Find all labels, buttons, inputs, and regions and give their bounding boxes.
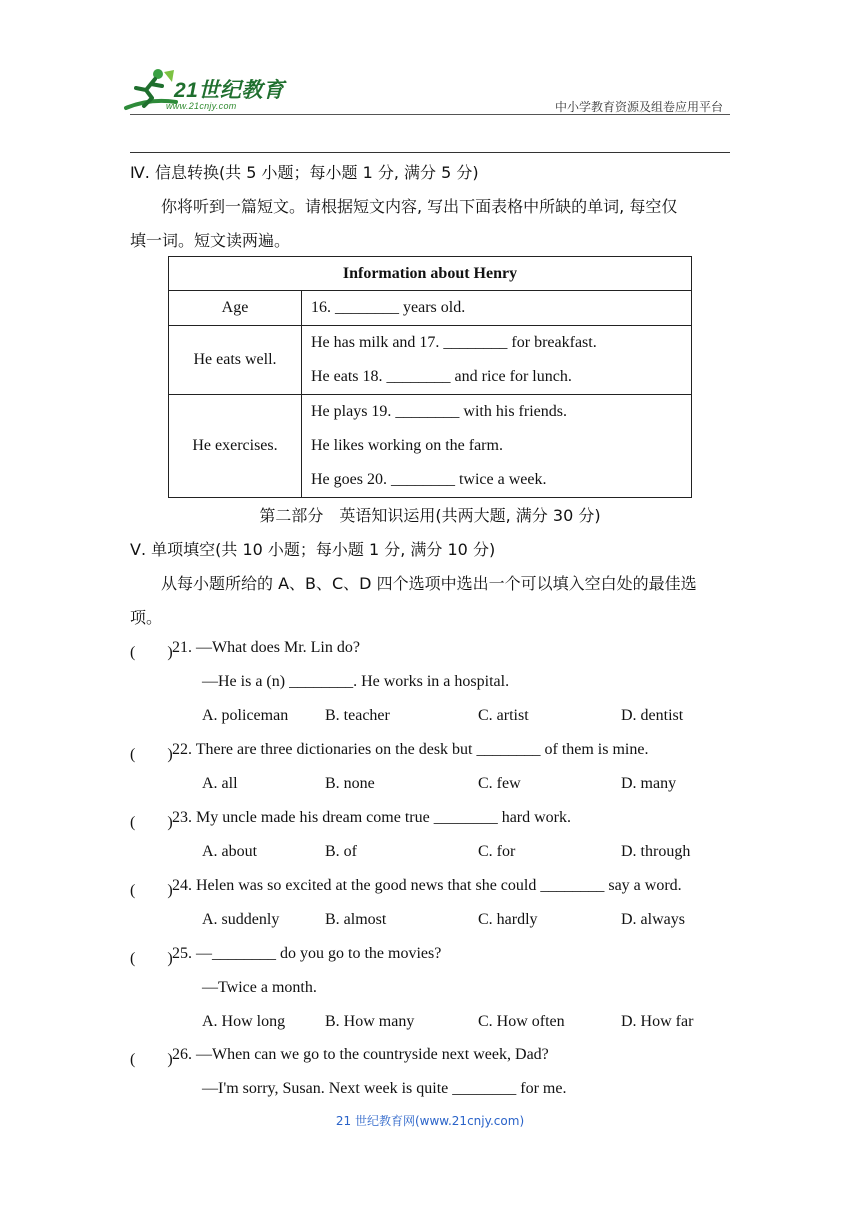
question-stem-line2: —I'm sorry, Susan. Next week is quite ________ for me. (202, 1080, 567, 1097)
option-d: D. How far (621, 1013, 694, 1030)
logo-text: 21世纪教育 (174, 79, 285, 102)
section5-instruction-line2: 项。 (130, 608, 163, 627)
option-b: B. almost (325, 911, 387, 928)
cell-line: He has milk and 17. ________ for breakfast. (311, 334, 597, 351)
option-b: B. How many (325, 1013, 415, 1030)
section4-title: Ⅳ. 信息转换(共 5 小题；每小题 1 分, 满分 5 分) (130, 163, 479, 182)
answer-blank[interactable]: ( ) (130, 814, 173, 831)
question-stem: 21. —What does Mr. Lin do? (172, 639, 360, 656)
option-d: D. always (621, 911, 685, 928)
question-stem: 22. There are three dictionaries on the desk but ________ of them is mine. (172, 741, 649, 758)
section5-title: Ⅴ. 单项填空(共 10 小题；每小题 1 分, 满分 10 分) (130, 540, 496, 559)
table-row (169, 326, 692, 395)
answer-blank[interactable]: ( ) (130, 746, 173, 763)
info-table (168, 256, 692, 498)
option-a: A. about (202, 843, 258, 860)
question-stem: 26. —When can we go to the countryside next week, Dad? (172, 1046, 549, 1063)
section5-instruction-line1: 从每小题所给的 A、B、C、D 四个选项中选出一个可以填入空白处的最佳选 (161, 574, 697, 593)
option-a: A. suddenly (202, 911, 280, 928)
cell-line: He plays 19. ________ with his friends. (311, 403, 567, 420)
option-c: C. for (478, 843, 516, 860)
option-d: D. dentist (621, 707, 684, 724)
section4-instruction-line2: 填一词。短文读两遍。 (130, 231, 291, 250)
logo-url: www.21cnjy.com (166, 101, 237, 111)
question-stem: 24. Helen was so excited at the good news that she could ________ say a word. (172, 877, 682, 894)
part2-title: 第二部分 英语知识运用(共两大题, 满分 30 分) (259, 506, 601, 525)
question-stem: 25. —________ do you go to the movies? (172, 945, 442, 962)
option-b: B. none (325, 775, 375, 792)
table-row (169, 291, 692, 326)
cell-line: He goes 20. ________ twice a week. (311, 471, 547, 488)
option-b: B. of (325, 843, 357, 860)
table-row (169, 395, 692, 498)
footer-link[interactable]: 21 世纪教育网(www.21cnjy.com) (335, 1114, 525, 1128)
answer-blank[interactable]: ( ) (130, 644, 173, 661)
header-platform-text: 中小学教育资源及组卷应用平台 (554, 100, 723, 114)
option-b: B. teacher (325, 707, 390, 724)
site-logo (122, 68, 297, 118)
answer-blank[interactable]: ( ) (130, 1051, 173, 1068)
question-stem-line2: —He is a (n) ________. He works in a hospital. (202, 673, 510, 690)
row-label: He eats well. (169, 326, 302, 395)
answer-blank[interactable]: ( ) (130, 950, 173, 967)
option-a: A. policeman (202, 707, 289, 724)
cell-line: He likes working on the farm. (311, 437, 503, 454)
header-divider (130, 114, 730, 115)
question-stem-line2: —Twice a month. (202, 979, 317, 996)
option-d: D. many (621, 775, 677, 792)
row-label: He exercises. (169, 395, 302, 498)
option-c: C. artist (478, 707, 529, 724)
option-c: C. How often (478, 1013, 565, 1030)
section-divider (130, 152, 730, 153)
table-title: Information about Henry (169, 257, 692, 291)
cell-line: He eats 18. ________ and rice for lunch. (311, 368, 572, 385)
cell-line: 16. ________ years old. (311, 299, 466, 316)
option-d: D. through (621, 843, 691, 860)
option-a: A. all (202, 775, 238, 792)
option-a: A. How long (202, 1013, 286, 1030)
row-label: Age (169, 291, 302, 326)
option-c: C. few (478, 775, 521, 792)
option-c: C. hardly (478, 911, 538, 928)
question-stem: 23. My uncle made his dream come true ________ hard work. (172, 809, 572, 826)
section4-instruction-line1: 你将听到一篇短文。请根据短文内容, 写出下面表格中所缺的单词, 每空仅 (161, 197, 678, 216)
answer-blank[interactable]: ( ) (130, 882, 173, 899)
